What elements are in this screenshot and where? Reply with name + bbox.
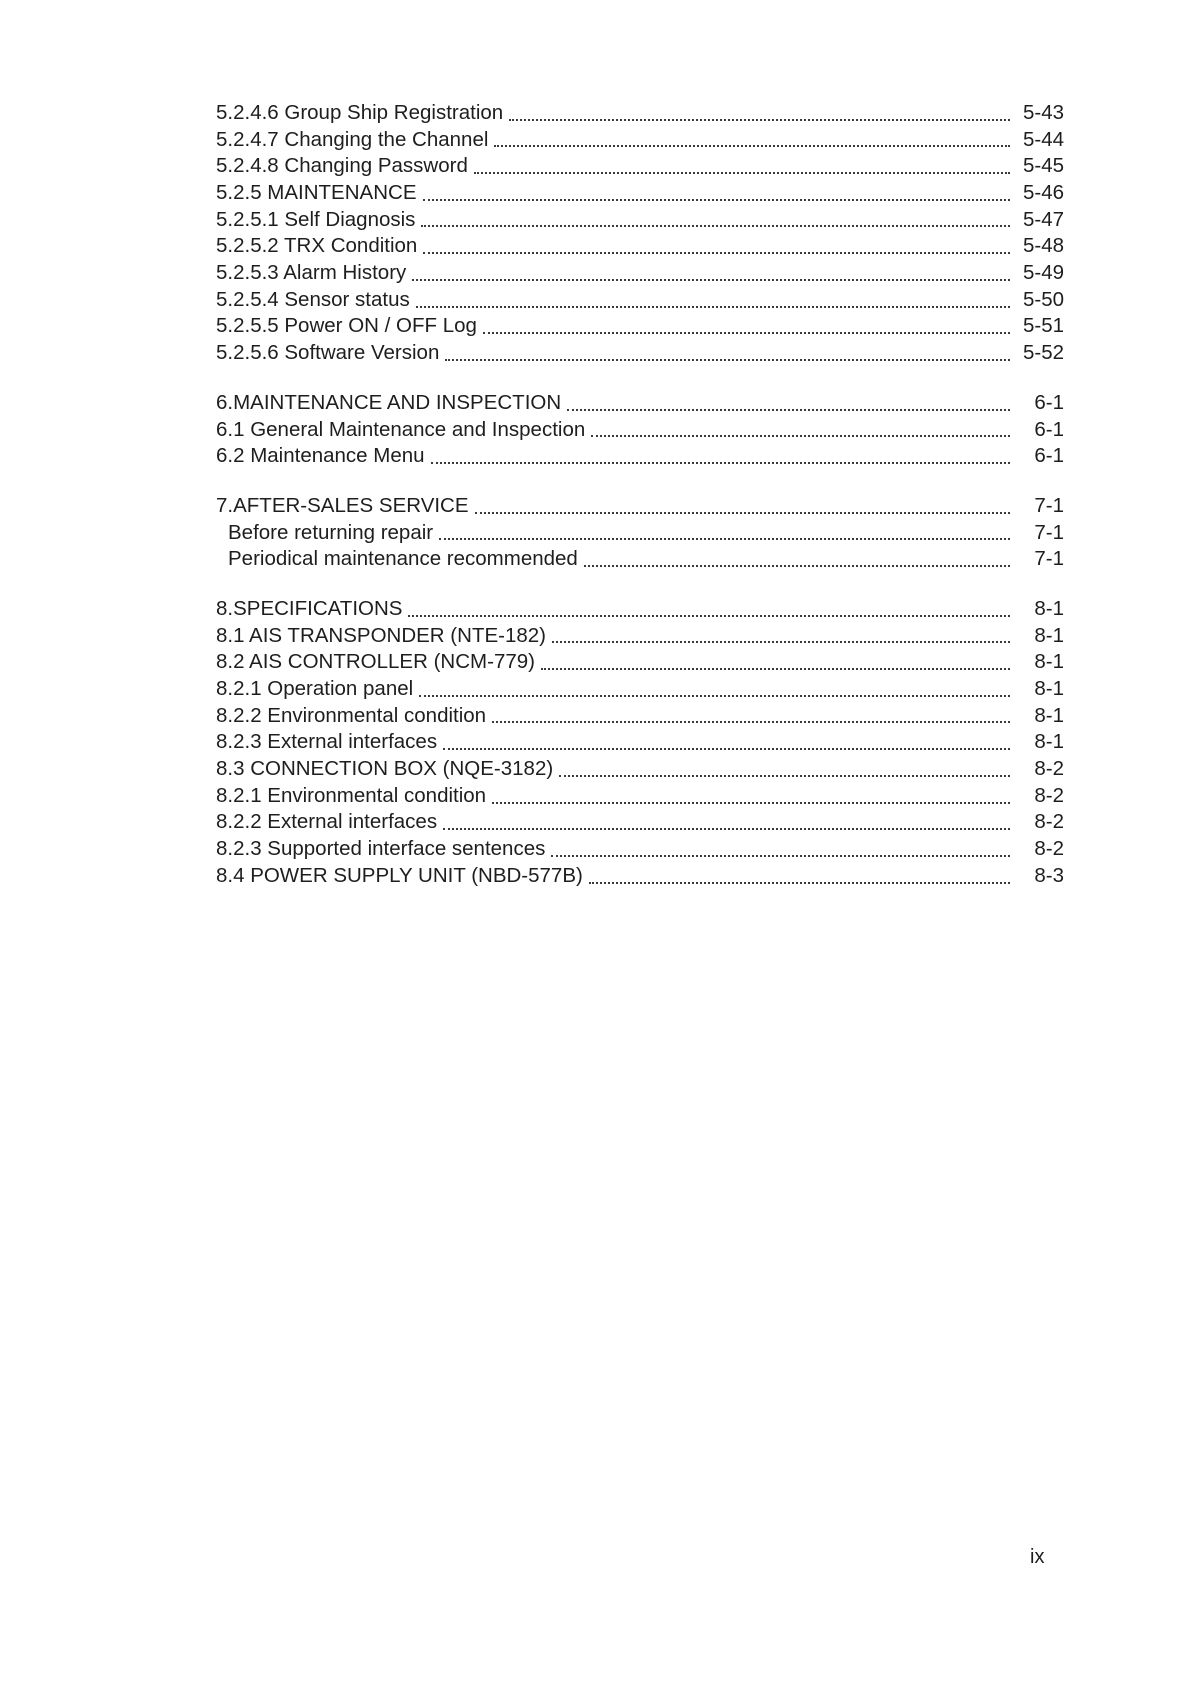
toc-entry-title: 8.2.2 Environmental condition	[216, 703, 487, 727]
toc-entry[interactable]	[216, 649, 1064, 676]
toc-entry-title: 8.2.1 Operation panel	[216, 677, 414, 701]
toc-entry-title: 8.3 CONNECTION BOX (NQE-3182)	[216, 757, 554, 781]
toc-entry-title: 8.2.3 Supported interface sentences	[216, 837, 546, 861]
toc-entry-page: 8-2	[1034, 783, 1064, 807]
toc-entry-page: 6-1	[1034, 390, 1064, 414]
toc-entry-page: 5-52	[1022, 341, 1064, 365]
toc-entry-page: 5-45	[1022, 154, 1064, 178]
toc-entry-title: 5.2.5.5 Power ON / OFF Log	[216, 314, 477, 338]
dot-leader	[419, 695, 1010, 697]
dot-leader	[492, 721, 1010, 723]
toc-entry-title: 5.2.5.6 Software Version	[216, 341, 440, 365]
toc-entry-page: 8-3	[1034, 863, 1064, 887]
toc-entry[interactable]	[216, 783, 1064, 810]
toc-entry-title: Periodical maintenance recommended	[228, 547, 578, 571]
toc-entry-page: 8-1	[1034, 596, 1064, 620]
toc-entry-title: 5.2.4.7 Changing the Channel	[216, 127, 489, 151]
toc-entry-page: 7-1	[1034, 520, 1064, 544]
dot-leader	[412, 279, 1010, 281]
toc-entry-title: Before returning repair	[228, 520, 434, 544]
toc-entry[interactable]	[216, 100, 1064, 127]
toc-entry[interactable]	[216, 127, 1064, 154]
toc-entry-title: 8.2.2 External interfaces	[216, 810, 438, 834]
toc-entry[interactable]	[216, 417, 1064, 444]
toc-entry-title: 5.2.4.6 Group Ship Registration	[216, 100, 504, 124]
toc-entry-page: 8-1	[1034, 730, 1064, 754]
toc-entry-title: 6.1 General Maintenance and Inspection	[216, 417, 586, 441]
table-of-contents	[216, 100, 1064, 913]
dot-leader	[443, 748, 1010, 750]
dot-leader	[541, 668, 1010, 670]
toc-entry[interactable]	[216, 756, 1064, 783]
toc-entry-page: 8-2	[1034, 757, 1064, 781]
dot-leader	[421, 225, 1010, 227]
dot-leader	[492, 802, 1010, 804]
toc-entry-page: 8-1	[1034, 623, 1064, 647]
toc-entry-page: 5-47	[1022, 207, 1064, 231]
toc-entry-page: 8-2	[1034, 837, 1064, 861]
toc-entry-title: 5.2.5.3 Alarm History	[216, 261, 407, 285]
toc-entry-title: 5.2.5.1 Self Diagnosis	[216, 207, 416, 231]
dot-leader	[445, 359, 1010, 361]
toc-entry[interactable]	[216, 233, 1064, 260]
toc-entry-page: 5-50	[1022, 287, 1064, 311]
toc-entry[interactable]	[216, 676, 1064, 703]
dot-leader	[494, 145, 1010, 147]
toc-entry-title: 7.AFTER-SALES SERVICE	[216, 493, 469, 517]
toc-entry[interactable]	[216, 287, 1064, 314]
toc-entry[interactable]	[216, 836, 1064, 863]
toc-entry-page: 5-48	[1022, 234, 1064, 258]
toc-entry[interactable]	[216, 810, 1064, 837]
dot-leader	[474, 172, 1010, 174]
toc-group	[216, 493, 1064, 573]
dot-leader	[584, 565, 1010, 567]
toc-entry[interactable]	[216, 596, 1064, 623]
dot-leader	[552, 641, 1010, 643]
toc-entry-title: 8.SPECIFICATIONS	[216, 596, 403, 620]
toc-entry[interactable]	[216, 546, 1064, 573]
dot-leader	[551, 855, 1010, 857]
dot-leader	[483, 332, 1010, 334]
toc-entry-title: 8.4 POWER SUPPLY UNIT (NBD-577B)	[216, 863, 583, 887]
dot-leader	[475, 512, 1010, 514]
toc-entry-title: 5.2.5 MAINTENANCE	[216, 181, 417, 205]
toc-entry[interactable]	[216, 180, 1064, 207]
toc-entry-title: 8.1 AIS TRANSPONDER (NTE-182)	[216, 623, 546, 647]
toc-entry-title: 5.2.4.8 Changing Password	[216, 154, 468, 178]
dot-leader	[567, 409, 1010, 411]
toc-entry-page: 8-1	[1034, 703, 1064, 727]
toc-entry[interactable]	[216, 863, 1064, 890]
toc-entry-page: 5-43	[1022, 100, 1064, 124]
toc-entry[interactable]	[216, 443, 1064, 470]
toc-entry-page: 8-1	[1034, 650, 1064, 674]
toc-entry-title: 5.2.5.4 Sensor status	[216, 287, 410, 311]
toc-entry-page: 7-1	[1034, 493, 1064, 517]
toc-entry[interactable]	[216, 153, 1064, 180]
toc-entry-title: 8.2.3 External interfaces	[216, 730, 438, 754]
toc-entry-title: 6.2 Maintenance Menu	[216, 444, 425, 468]
dot-leader	[423, 199, 1011, 201]
toc-entry-title: 6.MAINTENANCE AND INSPECTION	[216, 390, 562, 414]
toc-entry-page: 7-1	[1034, 547, 1064, 571]
toc-entry[interactable]	[216, 260, 1064, 287]
dot-leader	[408, 615, 1010, 617]
toc-entry[interactable]	[216, 623, 1064, 650]
toc-entry[interactable]	[216, 340, 1064, 367]
toc-entry-page: 8-1	[1034, 677, 1064, 701]
toc-group	[216, 596, 1064, 890]
toc-entry-title: 5.2.5.2 TRX Condition	[216, 234, 418, 258]
dot-leader	[431, 462, 1010, 464]
toc-entry-page: 5-49	[1022, 261, 1064, 285]
toc-entry[interactable]	[216, 493, 1064, 520]
dot-leader	[589, 882, 1010, 884]
dot-leader	[559, 775, 1010, 777]
toc-entry[interactable]	[216, 207, 1064, 234]
toc-group	[216, 100, 1064, 367]
toc-group	[216, 390, 1064, 470]
dot-leader	[443, 828, 1010, 830]
toc-entry-page: 5-46	[1022, 181, 1064, 205]
toc-entry-page: 5-44	[1022, 127, 1064, 151]
toc-entry-title: 8.2 AIS CONTROLLER (NCM-779)	[216, 650, 535, 674]
toc-entry[interactable]	[216, 314, 1064, 341]
dot-leader	[423, 252, 1010, 254]
dot-leader	[439, 538, 1010, 540]
toc-entry-page: 8-2	[1034, 810, 1064, 834]
toc-entry-page: 5-51	[1022, 314, 1064, 338]
dot-leader	[416, 306, 1010, 308]
toc-entry-page: 6-1	[1034, 417, 1064, 441]
toc-entry-title: 8.2.1 Environmental condition	[216, 783, 487, 807]
toc-entry-page: 6-1	[1034, 444, 1064, 468]
toc-entry[interactable]	[216, 390, 1064, 417]
page-number: ix	[1030, 1546, 1045, 1568]
toc-entry[interactable]	[216, 703, 1064, 730]
toc-entry[interactable]	[216, 729, 1064, 756]
dot-leader	[509, 119, 1010, 121]
dot-leader	[591, 435, 1010, 437]
toc-entry[interactable]	[216, 520, 1064, 547]
